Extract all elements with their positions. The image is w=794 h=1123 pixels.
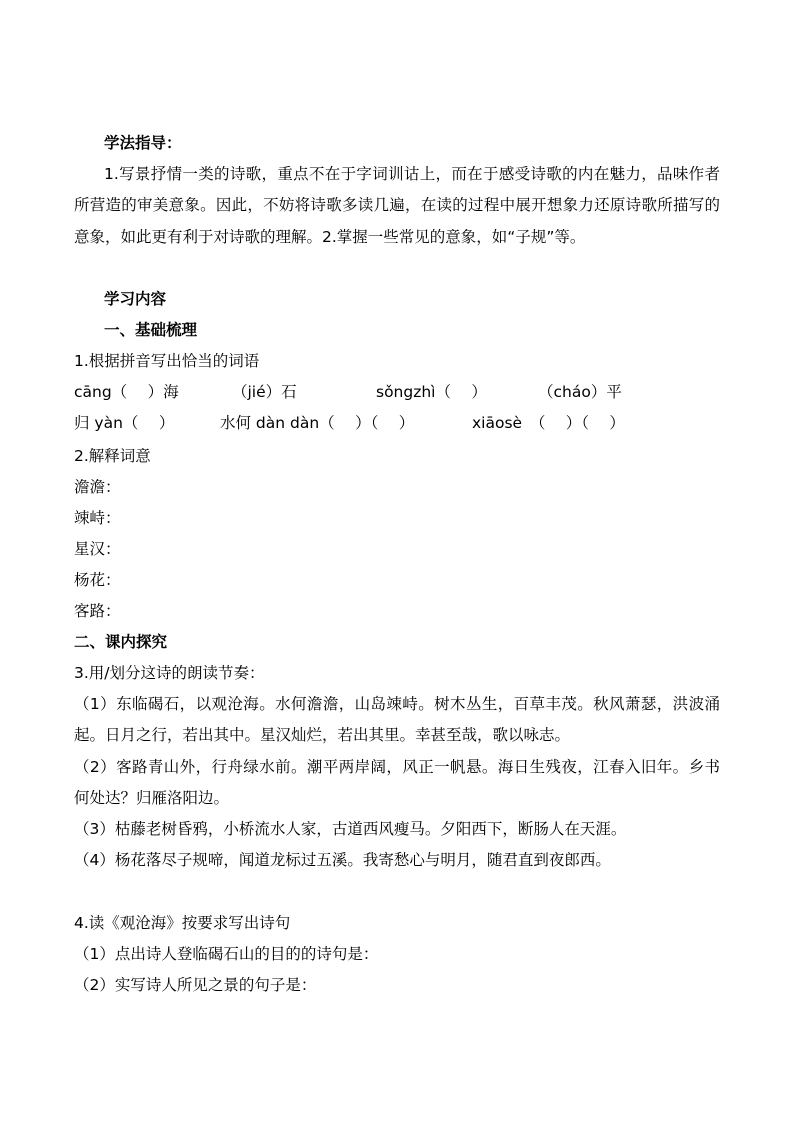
content-heading: 学习内容: [104, 290, 167, 308]
section-basics-heading: 一、基础梳理: [104, 321, 198, 339]
study-method-heading: 学法指导：: [104, 134, 182, 152]
pinyin-item: 归 yàn（ ）: [74, 414, 175, 432]
pinyin-item: cāng（ ）海: [74, 383, 179, 401]
question-4-item-2: （2）实写诗人所见之景的句子是：: [74, 976, 317, 994]
pinyin-item: 水何 dàn dàn（ ）（ ）: [220, 414, 415, 432]
question-4-item-1: （1）点出诗人登临碣石山的目的的诗句是：: [74, 945, 379, 963]
term-item: 竦峙：: [74, 509, 121, 527]
study-method-line-2: 所营造的审美意象。因此，不妨将诗歌多读几遍，在读的过程中展开想象力还原诗歌所描写的: [74, 196, 720, 214]
question-3-title: 3.用/划分这诗的朗读节奏：: [74, 664, 265, 682]
term-item: 星汉：: [74, 540, 121, 558]
section-inquiry-heading: 二、课内探究: [74, 633, 168, 651]
study-method-line-1: 1.写景抒情一类的诗歌，重点不在于字词训诂上，而在于感受诗歌的内在魅力，品味作者: [104, 165, 720, 183]
question-2-title: 2.解释词意: [74, 447, 151, 465]
poem-2-line-1: （2）客路青山外，行舟绿水前。潮平两岸阔，风正一帆悬。海日生残夜，江春入旧年。乡书: [74, 758, 720, 776]
term-item: 客路：: [74, 602, 121, 620]
term-item: 澹澹：: [74, 478, 121, 496]
question-4-title: 4.读《观沧海》按要求写出诗句: [74, 914, 291, 932]
poem-1-line-1: （1）东临碣石，以观沧海。水何澹澹，山岛竦峙。树木丛生，百草丰茂。秋风萧瑟，洪波涌: [74, 695, 720, 713]
poem-2-line-2: 何处达？归雁洛阳边。: [74, 789, 230, 807]
study-method-line-3: 意象，如此更有利于对诗歌的理解。2.掌握一些常见的意象，如“子规”等。: [74, 228, 586, 246]
poem-4: （4）杨花落尽子规啼，闻道龙标过五溪。我寄愁心与明月，随君直到夜郎西。: [74, 851, 611, 869]
pinyin-item: sǒngzhì（ ）: [376, 383, 487, 401]
poem-3: （3）枯藤老树昏鸦，小桥流水人家，古道西风瘦马。夕阳西下，断肠人在天涯。: [74, 820, 627, 838]
pinyin-item: （cháo）平: [538, 383, 622, 401]
pinyin-item: （jié）石: [232, 383, 297, 401]
term-item: 杨花：: [74, 571, 121, 589]
question-1-title: 1.根据拼音写出恰当的词语: [74, 352, 260, 370]
pinyin-item: xiāosè （ ）（ ）: [472, 414, 625, 432]
poem-1-line-2: 起。日月之行，若出其中。星汉灿烂，若出其里。幸甚至哉，歌以咏志。: [74, 726, 571, 744]
